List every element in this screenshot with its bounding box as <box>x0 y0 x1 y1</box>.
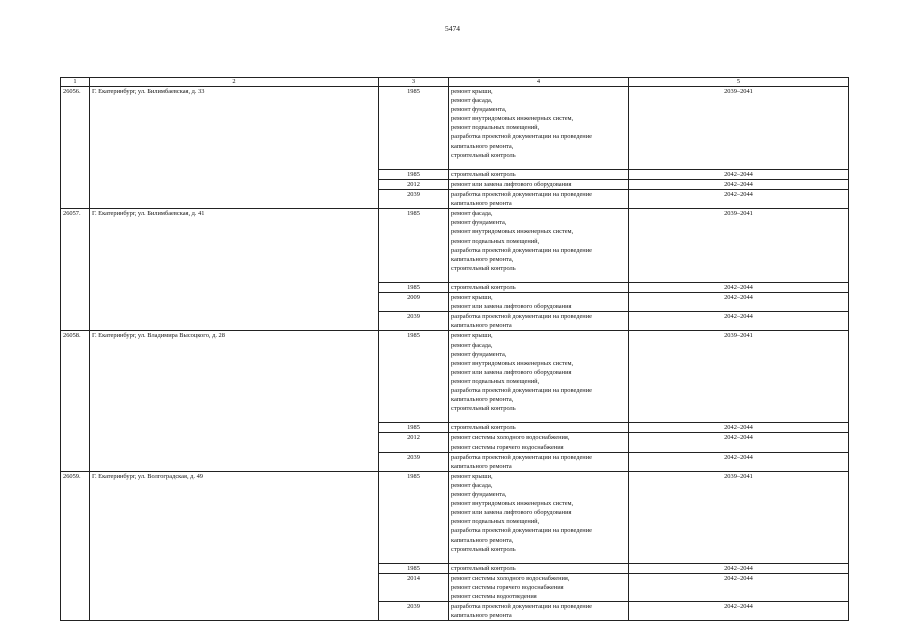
column-header: 5 <box>629 78 849 87</box>
work-item: строительный контроль <box>451 564 516 572</box>
entry-number: 26058. <box>61 331 90 471</box>
year-cell: 1985 <box>379 282 449 292</box>
work-item: ремонт подвальных помещений, <box>451 237 540 245</box>
work-item: ремонт системы холодного водоснабжения, <box>451 574 570 582</box>
period-cell: 2042–2044 <box>629 293 849 312</box>
works-cell <box>449 169 629 179</box>
work-item: ремонт или замена лифтового оборудования <box>451 368 572 376</box>
period-cell: 2042–2044 <box>629 190 849 209</box>
table-row <box>61 331 849 423</box>
works-cell <box>449 573 629 601</box>
works-cell <box>449 602 629 621</box>
period-cell: 2042–2044 <box>629 452 849 471</box>
year-cell: 2039 <box>379 190 449 209</box>
work-item: ремонт фундамента, <box>451 106 507 114</box>
work-item: ремонт подвальных помещений, <box>451 124 540 132</box>
building-address: Г. Екатеринбург, ул. Волгоградская, д. 49 <box>90 471 379 621</box>
table-row <box>61 471 849 563</box>
year-cell: 1985 <box>379 169 449 179</box>
work-item: разработка проектной документации на проведение <box>451 527 592 535</box>
column-header: 3 <box>379 78 449 87</box>
work-item: капитального ремонта <box>451 462 512 470</box>
works-cell <box>449 179 629 189</box>
year-cell: 2009 <box>379 293 449 312</box>
work-item: капитального ремонта <box>451 200 512 208</box>
entry-number: 26059. <box>61 471 90 621</box>
work-item: строительный контроль <box>451 264 516 272</box>
work-item: ремонт системы холодного водоснабжения, <box>451 434 570 442</box>
year-cell: 1985 <box>379 563 449 573</box>
work-item: ремонт крыши, <box>451 294 493 302</box>
work-item: ремонт системы водоотведения <box>451 593 537 601</box>
work-item: капитального ремонта, <box>451 396 514 404</box>
year-cell: 1985 <box>379 209 449 283</box>
works-cell <box>449 293 629 312</box>
work-item: капитального ремонта, <box>451 255 514 263</box>
period-cell: 2042–2044 <box>629 573 849 601</box>
year-cell: 2014 <box>379 573 449 601</box>
works-cell <box>449 312 629 331</box>
page-number: 5474 <box>445 24 460 33</box>
work-item: ремонт фасада, <box>451 97 493 105</box>
column-header: 2 <box>90 78 379 87</box>
work-item: строительный контроль <box>451 405 516 413</box>
repair-schedule-table <box>60 77 849 621</box>
work-item: ремонт фасада, <box>451 341 493 349</box>
year-cell: 1985 <box>379 471 449 563</box>
work-item: ремонт внутридомовых инженерных систем, <box>451 359 574 367</box>
work-item: разработка проектной документации на проведение <box>451 387 592 394</box>
works-cell <box>449 433 629 452</box>
work-item: строительный контроль <box>451 170 516 178</box>
work-item: разработка проектной документации на проведение <box>451 313 592 321</box>
work-item: ремонт крыши, <box>451 332 493 340</box>
work-item: капитального ремонта <box>451 612 512 620</box>
work-item: ремонт фасада, <box>451 210 493 218</box>
work-item: разработка проектной документации на проведение <box>451 246 592 254</box>
works-cell <box>449 563 629 573</box>
work-item: разработка проектной документации на проведение <box>451 133 592 141</box>
year-cell: 1985 <box>379 331 449 423</box>
year-cell: 2012 <box>379 179 449 189</box>
period-cell: 2042–2044 <box>629 169 849 179</box>
building-address: Г. Екатеринбург, ул. Билимбаевская, д. 41 <box>90 209 379 331</box>
period-cell: 2039–2041 <box>629 87 849 170</box>
period-cell: 2042–2044 <box>629 179 849 189</box>
works-cell <box>449 209 629 283</box>
work-item: разработка проектной документации на проведение <box>451 191 592 199</box>
year-cell: 1985 <box>379 87 449 170</box>
work-item: ремонт внутридомовых инженерных систем, <box>451 115 574 123</box>
work-item: капитального ремонта, <box>451 536 514 544</box>
period-cell: 2039–2041 <box>629 331 849 423</box>
work-item: ремонт фундамента, <box>451 350 507 358</box>
period-cell: 2039–2041 <box>629 471 849 563</box>
works-cell <box>449 190 629 209</box>
table-header-row <box>61 78 849 87</box>
work-item: ремонт подвальных помещений, <box>451 518 540 526</box>
work-item: ремонт системы горячего водоснабжения <box>451 443 564 451</box>
works-cell <box>449 471 629 563</box>
period-cell: 2039–2041 <box>629 209 849 283</box>
building-address: Г. Екатеринбург, ул. Билимбаевская, д. 33 <box>90 87 379 209</box>
work-item: ремонт подвальных помещений, <box>451 377 540 385</box>
works-cell <box>449 282 629 292</box>
entry-number: 26057. <box>61 209 90 331</box>
period-cell: 2042–2044 <box>629 563 849 573</box>
period-cell: 2042–2044 <box>629 433 849 452</box>
work-item: строительный контроль <box>451 545 516 553</box>
work-item: строительный контроль <box>451 424 516 432</box>
work-item: ремонт или замена лифтового оборудования <box>451 180 572 188</box>
work-item: строительный контроль <box>451 151 516 159</box>
entry-number: 26056. <box>61 87 90 209</box>
works-cell <box>449 87 629 170</box>
work-item: строительный контроль <box>451 283 516 291</box>
work-item: ремонт внутридомовых инженерных систем, <box>451 228 574 236</box>
work-item: капитального ремонта <box>451 322 512 330</box>
works-cell <box>449 452 629 471</box>
works-cell <box>449 331 629 423</box>
work-item: разработка проектной документации на проведение <box>451 453 592 461</box>
year-cell: 2012 <box>379 433 449 452</box>
work-item: ремонт крыши, <box>451 472 493 480</box>
period-cell: 2042–2044 <box>629 282 849 292</box>
period-cell: 2042–2044 <box>629 423 849 433</box>
year-cell: 2039 <box>379 602 449 621</box>
period-cell: 2042–2044 <box>629 602 849 621</box>
work-item: ремонт системы горячего водоснабжения <box>451 583 564 591</box>
work-item: ремонт крыши, <box>451 88 493 95</box>
year-cell: 2039 <box>379 452 449 471</box>
work-item: ремонт или замена лифтового оборудования <box>451 303 572 311</box>
building-address: Г. Екатеринбург, ул. Владимира Высоцкого, д. 28 <box>90 331 379 471</box>
work-item: ремонт фундамента, <box>451 219 507 227</box>
column-header: 4 <box>449 78 629 87</box>
work-item: разработка проектной документации на проведение <box>451 603 592 611</box>
year-cell: 1985 <box>379 423 449 433</box>
year-cell: 2039 <box>379 312 449 331</box>
table-body <box>61 87 849 621</box>
table-row <box>61 209 849 283</box>
period-cell: 2042–2044 <box>629 312 849 331</box>
work-item: ремонт фасада, <box>451 481 493 489</box>
work-item: ремонт фундамента, <box>451 491 507 499</box>
work-item: капитального ремонта, <box>451 142 514 150</box>
column-header: 1 <box>61 78 90 87</box>
table-row <box>61 87 849 170</box>
work-item: ремонт внутридомовых инженерных систем, <box>451 500 574 508</box>
works-cell <box>449 423 629 433</box>
work-item: ремонт или замена лифтового оборудования <box>451 509 572 517</box>
